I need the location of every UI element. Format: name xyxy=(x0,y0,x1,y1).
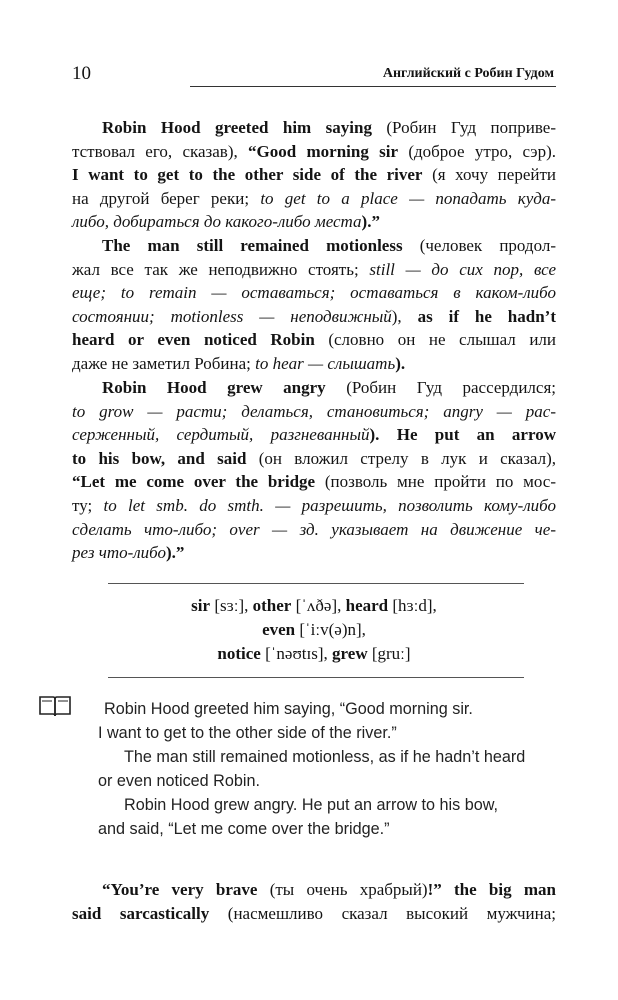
page-number: 10 xyxy=(72,63,91,84)
text-run: grew xyxy=(332,644,368,663)
text-line xyxy=(72,352,556,376)
text-run: (Робин Гуд поприве- xyxy=(371,118,556,137)
paragraph-big-man-reply xyxy=(72,878,556,925)
text-run: Robin Hood grew angry xyxy=(102,378,326,397)
text-run: либо, добираться до какого-либо места xyxy=(72,212,362,232)
text-run: “Let me come over the bridge xyxy=(72,472,316,492)
text-run: (он вложил стрелу в лук и сказал), xyxy=(246,448,556,468)
text-line xyxy=(72,187,556,211)
text-run: (ты очень храбрый) xyxy=(257,880,428,899)
page-header xyxy=(72,62,556,86)
open-book-icon xyxy=(38,694,72,718)
header-rule xyxy=(190,86,556,87)
text-run: еще; to remain — оставаться; оставаться в каком-либо xyxy=(72,283,556,303)
text-run: “You’re very brave xyxy=(102,880,258,899)
text-run: [ˈnəʊtɪs], xyxy=(260,644,333,663)
text-run: heard xyxy=(345,596,389,615)
paragraph-man-motionless xyxy=(72,234,556,376)
text-run: to let smb. do smth. — разрешить, позволить кому-либо xyxy=(103,495,556,515)
text-run: ).” xyxy=(166,543,185,563)
text-run: still — до сих пор, все xyxy=(369,259,556,279)
text-run: (позволь мне пройти по мос- xyxy=(315,472,556,492)
reading-line: and said, “Let me come over the bridge.” xyxy=(98,820,390,838)
text-run: [hɜːd], xyxy=(388,596,437,615)
text-line xyxy=(72,305,556,329)
text-line xyxy=(72,494,556,518)
text-run: [ˈʌðə], xyxy=(291,596,346,615)
text-run: even xyxy=(262,620,296,639)
paragraph-robin-angry xyxy=(72,376,556,565)
text-run: ).” xyxy=(361,212,380,232)
pronunciation-vocabulary xyxy=(72,594,556,666)
text-line xyxy=(72,376,556,400)
divider-bottom xyxy=(108,677,524,678)
text-line xyxy=(72,447,556,471)
text-run: Robin Hood greeted him saying xyxy=(102,118,372,137)
text-run: сделать что-либо; over — зд. указывает на движение че- xyxy=(72,519,556,539)
text-run: жал все так же неподвижно стоять; xyxy=(72,259,370,279)
text-run: heard or even noticed Robin xyxy=(72,330,315,350)
text-line xyxy=(72,281,556,305)
text-run: to grow — расти; делаться, становиться; angry — рас- xyxy=(72,401,556,421)
text-run: ). xyxy=(395,353,406,373)
text-run: to his bow, and said xyxy=(72,448,247,468)
text-run: ). xyxy=(369,425,397,445)
vocabulary-line xyxy=(72,594,556,618)
text-run: [gruː] xyxy=(367,644,411,663)
text-run: [ˈiːv(ə)n], xyxy=(295,620,366,639)
text-run: !” the big man xyxy=(427,880,556,899)
text-run: (доброе утро, сэр). xyxy=(398,141,557,161)
text-line xyxy=(72,328,556,352)
text-run: ту; xyxy=(72,495,104,515)
text-line xyxy=(72,902,556,926)
text-run: notice xyxy=(217,644,261,663)
text-run: (я хочу перейти xyxy=(422,165,556,185)
text-run: to hear — слышать xyxy=(255,353,396,373)
text-line xyxy=(72,470,556,494)
text-run: [sɜː], xyxy=(210,596,253,615)
text-run: (Робин Гуд рассердился; xyxy=(325,378,556,397)
text-line xyxy=(72,234,556,258)
text-run: said sarcastically xyxy=(72,903,210,923)
text-run: (словно он не слышал или xyxy=(314,330,557,350)
reading-line: Robin Hood grew angry. He put an arrow to his bow, xyxy=(124,796,499,814)
text-run: The man still remained motionless xyxy=(102,236,403,255)
text-run: серженный, сердитый, разгневанный xyxy=(72,425,370,445)
text-line xyxy=(72,210,556,234)
text-run: на другой берег реки; xyxy=(72,188,261,208)
text-run: to get to a place — попадать куда- xyxy=(260,188,556,208)
text-line xyxy=(72,423,556,447)
text-line xyxy=(72,518,556,542)
paragraph-robin-greeting xyxy=(72,116,556,234)
text-run: тствовал его, сказав), xyxy=(72,141,249,161)
text-run: состоянии; motionless — неподвижный xyxy=(72,306,392,326)
text-run: as if he hadn’t xyxy=(417,306,556,326)
text-run: “Good morning sir xyxy=(248,141,399,161)
text-run: He put an arrow xyxy=(396,425,556,445)
text-run: даже не заметил Робина; xyxy=(72,353,256,373)
text-line xyxy=(72,400,556,424)
reading-line: I want to get to the other side of the river.” xyxy=(98,724,397,742)
text-run: ), xyxy=(391,306,418,326)
text-run: рез что-либо xyxy=(72,543,166,563)
text-run: (насмешливо сказал высокий мужчина; xyxy=(209,903,557,923)
running-title: Английский с Робин Гудом xyxy=(382,66,554,81)
text-run: other xyxy=(252,596,292,615)
text-line xyxy=(72,541,556,565)
text-run: (человек продол- xyxy=(402,236,556,255)
divider-top xyxy=(108,583,524,584)
text-line xyxy=(72,116,556,140)
text-line xyxy=(72,163,556,187)
reading-line: The man still remained motionless, as if he hadn’t heard xyxy=(124,748,526,766)
text-line xyxy=(72,878,556,902)
reading-line: or even noticed Robin. xyxy=(98,772,260,790)
text-line xyxy=(72,258,556,282)
vocabulary-line xyxy=(72,642,556,666)
text-line xyxy=(72,140,556,164)
reading-passage xyxy=(98,697,556,841)
text-run: sir xyxy=(191,596,211,615)
text-run: I want to get to the other side of the river xyxy=(72,165,423,185)
vocabulary-line xyxy=(72,618,556,642)
reading-line: Robin Hood greeted him saying, “Good morning sir. xyxy=(104,700,473,718)
